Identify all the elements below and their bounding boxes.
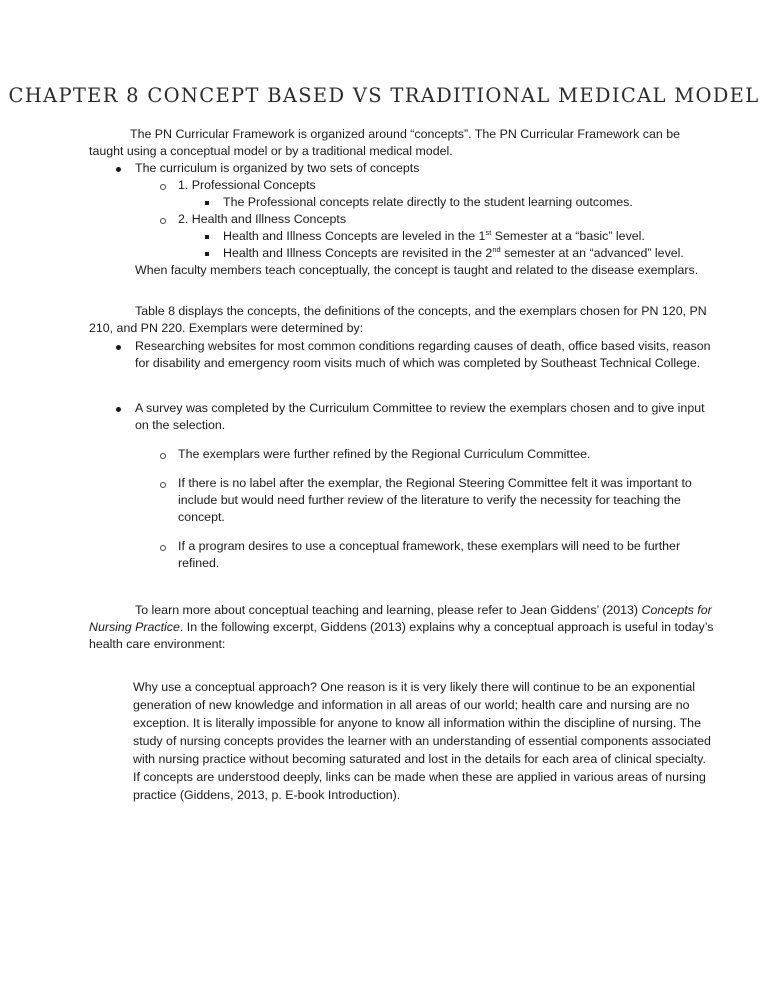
- list-item-survey-2: on the selection.: [135, 418, 226, 432]
- bullet-disc-icon: [116, 345, 121, 350]
- sublist-item-no-label-2: include but would need further review of the literature to verify the necessity for teaching the: [178, 493, 681, 507]
- point-professional-outcomes: The Professional concepts relate directly to the student learning outcomes.: [223, 195, 633, 209]
- bullet-square-icon: [205, 201, 209, 205]
- point-second-semester: [223, 245, 684, 261]
- table8-line-2: 210, and PN 220. Exemplars were determined by:: [89, 321, 364, 335]
- sublist-item-professional: 1. Professional Concepts: [178, 178, 316, 192]
- point-text: Semester at a “basic” level.: [491, 229, 645, 243]
- bullet-circle-icon: [160, 184, 166, 190]
- bullet-square-icon: [205, 235, 209, 239]
- bullet-square-icon: [205, 252, 209, 256]
- quote-line-1: Why use a conceptual approach? One reason is it is very likely there will continue to be an exponential: [133, 680, 696, 694]
- bullet-circle-icon: [160, 545, 166, 551]
- quote-line-7: practice (Giddens, 2013, p. E-book Introduction).: [133, 788, 401, 802]
- list-item-researching-1: Researching websites for most common conditions regarding causes of death, office based visits, reason: [135, 339, 711, 353]
- bullet-disc-icon: [116, 407, 121, 412]
- quote-line-3: exception. It is literally impossible for anyone to know all information within the discipline of nursing. The: [133, 716, 701, 730]
- sublist-item-refined: The exemplars were further refined by the Regional Curriculum Committee.: [178, 447, 591, 461]
- point-first-semester: [223, 228, 645, 244]
- bullet-circle-icon: [160, 218, 166, 224]
- quote-line-2: generation of new knowledge and information in all areas of our world; health care and nursing are no: [133, 698, 690, 712]
- bullet-circle-icon: [160, 453, 166, 459]
- list-item-researching-2: for disability and emergency room visits much of which was completed by Southeast Technical College.: [135, 356, 701, 370]
- faculty-teaching-line: When faculty members teach conceptually, the concept is taught and related to the disease exemplars.: [135, 263, 699, 277]
- ordinal-suffix: nd: [492, 245, 501, 254]
- sublist-item-no-label-1: If there is no label after the exemplar, the Regional Steering Committee felt it was important to: [178, 476, 692, 490]
- sublist-item-program-2: refined.: [178, 556, 220, 570]
- point-text: Health and Illness Concepts are revisited in the 2: [223, 246, 493, 260]
- quote-line-5: with nursing practice without becoming saturated and lost in the details for each area of clinical specialty.: [133, 752, 706, 766]
- giddens-line-3: health care environment:: [89, 637, 226, 651]
- chapter-title: CHAPTER 8 CONCEPT BASED VS TRADITIONAL MEDICAL MODEL: [8, 84, 760, 107]
- book-title-italic: Nursing Practice: [89, 620, 180, 634]
- paragraph-text: To learn more about conceptual teaching and learning, please refer to Jean Giddens’ (2013): [135, 603, 642, 617]
- bullet-circle-icon: [160, 482, 166, 488]
- paragraph-text: . In the following excerpt, Giddens (2013) explains why a conceptual approach is useful in today’s: [179, 620, 714, 634]
- book-title-italic: Concepts for: [641, 603, 712, 617]
- giddens-line-2: [89, 619, 713, 635]
- sublist-item-health-illness: 2. Health and Illness Concepts: [178, 212, 347, 226]
- point-text: semester at an “advanced” level.: [500, 246, 684, 260]
- bullet-disc-icon: [116, 167, 121, 172]
- list-item-curriculum: The curriculum is organized by two sets of concepts: [135, 161, 420, 175]
- sublist-item-no-label-3: concept.: [178, 510, 225, 524]
- list-item-survey-1: A survey was completed by the Curriculum Committee to review the exemplars chosen and to give input: [135, 401, 705, 415]
- point-text: Health and Illness Concepts are leveled in the 1: [223, 229, 486, 243]
- table8-line-1: Table 8 displays the concepts, the definitions of the concepts, and the exemplars chosen for PN 120, PN: [135, 304, 707, 318]
- intro-line-1: The PN Curricular Framework is organized around “concepts”. The PN Curricular Framework can be: [130, 127, 680, 141]
- quote-line-6: If concepts are understood deeply, links can be made when these are applied in various areas of nursing: [133, 770, 706, 784]
- giddens-line-1: [135, 602, 712, 618]
- quote-line-4: study of nursing concepts provides the learner with an understanding of essential components associated: [133, 734, 711, 748]
- ordinal-suffix: st: [485, 228, 492, 237]
- intro-line-2: taught using a conceptual model or by a traditional medical model.: [89, 144, 453, 158]
- sublist-item-program-1: If a program desires to use a conceptual framework, these exemplars will need to be further: [178, 539, 681, 553]
